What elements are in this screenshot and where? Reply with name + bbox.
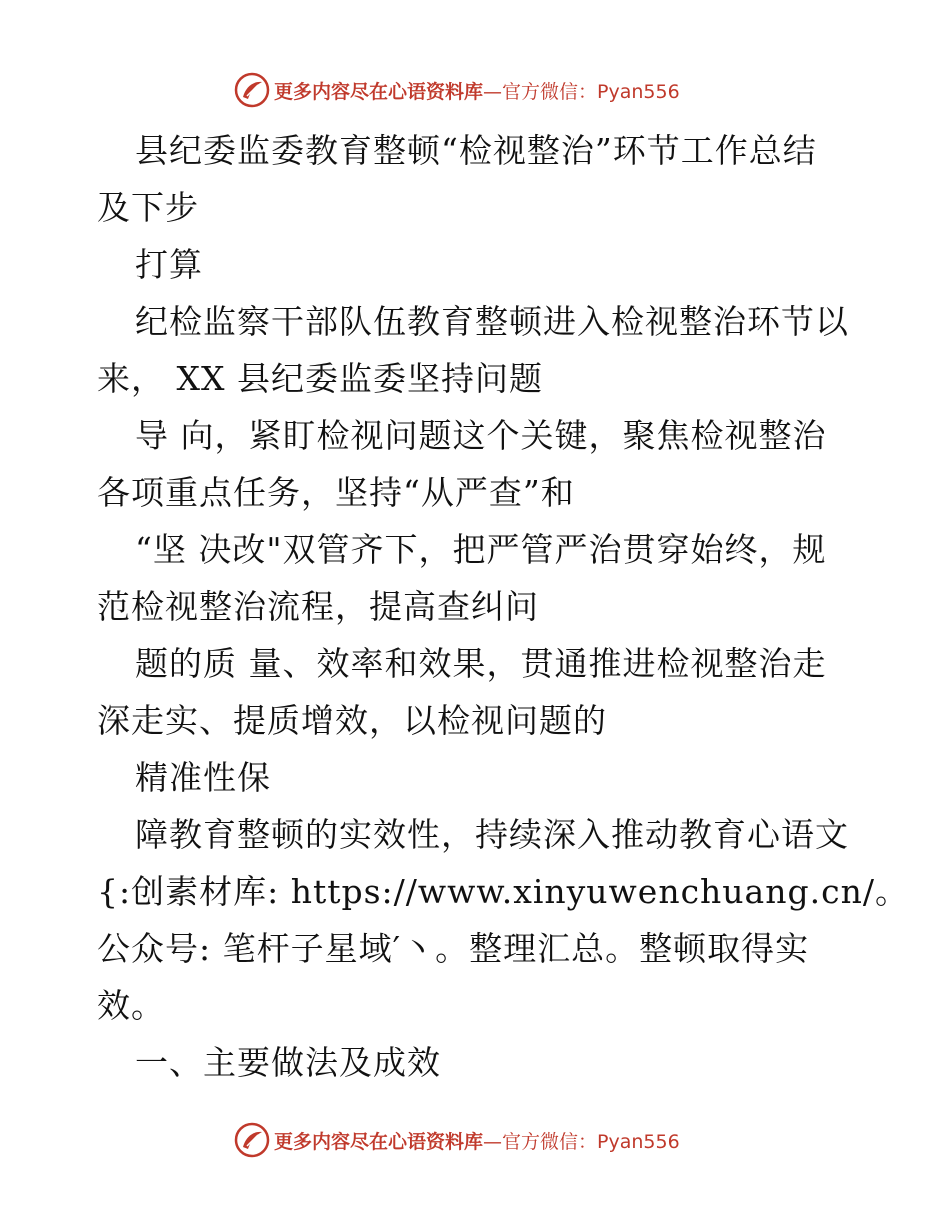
paragraph-line: 公众号: 笔杆子星域′丶。整理汇总。整顿取得实	[97, 929, 810, 968]
banner-wechat-label: 官方微信：	[502, 1130, 598, 1153]
paragraph-line: 及下步	[97, 188, 199, 227]
banner-wechat-id: Pyan556	[597, 1130, 680, 1153]
paragraph-line: 一、主要做法及成效	[135, 1043, 441, 1082]
banner-text	[274, 77, 680, 104]
header-banner	[234, 70, 680, 110]
paragraph-line: 范检视整治流程，提高查纠问	[97, 587, 539, 626]
paragraph-line: 障教育整顿的实效性，持续深入推动教育心语文	[135, 815, 849, 854]
paragraph-line: 精准性保	[135, 758, 271, 797]
banner-dash: —	[483, 1130, 503, 1153]
banner-main-text: 更多内容尽在心语资料库	[274, 80, 484, 103]
paragraph-line: 导 向，紧盯检视问题这个关键，聚焦检视整治	[135, 416, 827, 455]
paragraph-line: 效。	[97, 986, 165, 1025]
paragraph-line: 题的质 量、效率和效果，贯通推进检视整治走	[135, 644, 827, 683]
banner-dash: —	[483, 80, 503, 103]
paragraph-line: “坚 决改"双管齐下，把严管严治贯穿始终，规	[135, 530, 827, 569]
paragraph-line: 深走实、提质增效，以检视问题的	[97, 701, 607, 740]
document-body	[97, 122, 909, 1091]
paragraph-line: 各项重点任务，坚持“从严查”和	[97, 473, 575, 512]
banner-main-text: 更多内容尽在心语资料库	[274, 1130, 484, 1153]
paragraph-line: 打算	[135, 245, 203, 284]
brand-logo-icon	[234, 1122, 270, 1158]
brand-logo-icon	[234, 72, 270, 108]
paragraph-line: {:创素材库: https://www.xinyuwenchuang.cn/。	[97, 872, 909, 911]
banner-wechat-label: 官方微信：	[502, 80, 598, 103]
paragraph-line: 来， XX 县纪委监委坚持问题	[97, 359, 543, 398]
paragraph-line: 纪检监察干部队伍教育整顿进入检视整治环节以	[135, 302, 849, 341]
banner-wechat-id: Pyan556	[597, 80, 680, 103]
footer-banner	[234, 1120, 680, 1160]
paragraph-line: 县纪委监委教育整顿“检视整治”环节工作总结	[135, 131, 817, 170]
banner-text	[274, 1127, 680, 1154]
